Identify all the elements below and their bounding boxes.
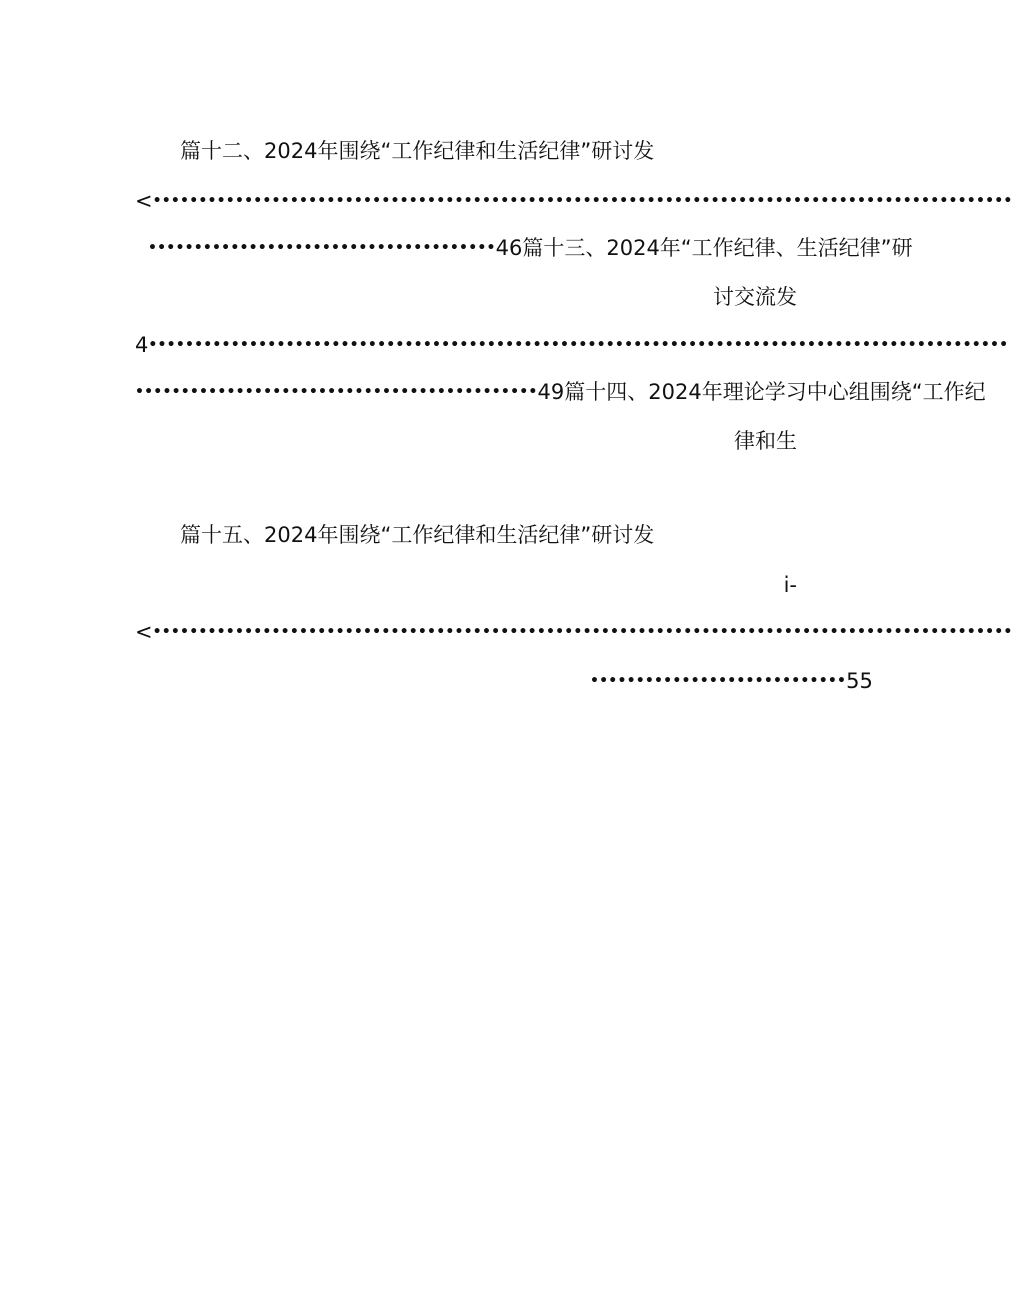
toc-entry-14-title: 49篇十四、2024年理论学习中心组围绕“工作纪 bbox=[537, 380, 986, 404]
toc-entry-15-extra: i- bbox=[783, 573, 797, 597]
toc-entry-12-page-line[interactable] bbox=[148, 233, 913, 263]
toc-entry-15-title[interactable]: 篇十五、2024年围绕“工作纪律和生活纪律”研讨发 bbox=[180, 523, 655, 547]
leader-start-mark: < bbox=[135, 620, 153, 644]
leader-start-mark: < bbox=[135, 189, 153, 213]
toc-entry-13-leader bbox=[135, 330, 1009, 360]
dot-leader: •••••••••••••••••••••••••••••••••••••••••••• bbox=[135, 384, 538, 400]
toc-entry-14-title-cont[interactable]: 律和生 bbox=[734, 429, 797, 453]
dot-leader: •••••••••••••••••••••••••••••••••••••••••••••••••••••••••••••••••••••••••••••••••••••••••••••• bbox=[148, 337, 1009, 353]
toc-entry-12-title[interactable]: 篇十二、2024年围绕“工作纪律和生活纪律”研讨发 bbox=[180, 139, 655, 163]
dot-leader: •••••••••••••••••••••••••••• bbox=[590, 673, 847, 689]
toc-entry-13-title: 46篇十三、2024年“工作纪律、生活纪律”研 bbox=[495, 236, 913, 260]
toc-entry-13-page-line[interactable] bbox=[135, 377, 986, 407]
dot-leader: •••••••••••••••••••••••••••••••••••••••••••••••••••••••••••••••••••••••••••••••••••••••••••••• bbox=[152, 624, 1013, 640]
dot-leader: •••••••••••••••••••••••••••••••••••••• bbox=[148, 240, 496, 256]
toc-entry-12-leader bbox=[135, 186, 1013, 216]
toc-entry-15-page-number: 55 bbox=[846, 669, 873, 693]
toc-entry-15-page-line[interactable] bbox=[590, 666, 873, 696]
leader-start-mark: 4 bbox=[135, 333, 149, 357]
toc-entry-13-title-cont[interactable]: 讨交流发 bbox=[713, 285, 797, 309]
toc-entry-15-leader bbox=[135, 617, 1013, 647]
dot-leader: •••••••••••••••••••••••••••••••••••••••••••••••••••••••••••••••••••••••••••••••••••••••••••••• bbox=[152, 193, 1013, 209]
